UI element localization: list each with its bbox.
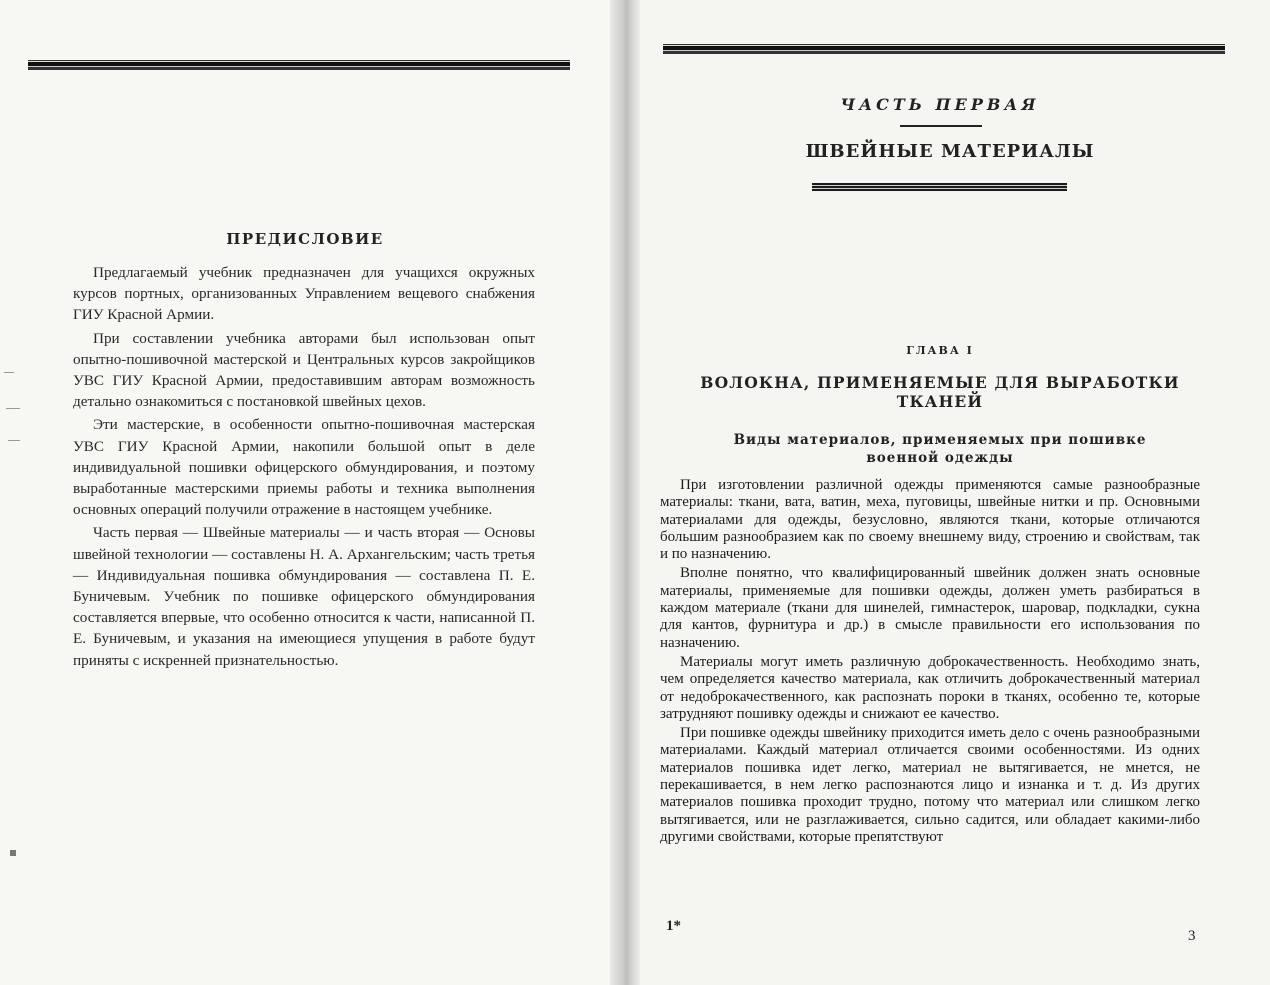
preface-text: [73, 262, 535, 671]
section-title-line-2: военной одежды: [866, 450, 1014, 466]
chapter-label: ГЛАВА I: [906, 344, 974, 357]
book-gutter: [610, 0, 640, 985]
chapter-title-line-2: ТКАНЕЙ: [896, 392, 984, 411]
part-bottom-rule: [812, 183, 1067, 191]
chapter-text: [660, 477, 1200, 846]
margin-mark: [6, 408, 20, 409]
preface-paragraph-4: Часть первая — Швейные материалы — и часть вторая — Основы швейной технологии — составлены Н. А. Архангельским; часть третья — Индивидуальная пошивка обмундирования — составлена П. Е. Буничевым. Учебник по пошивке офицерского обмундирования составляется впервые, что особенно относится к части, написанной П. Е. Буничевым, и указания на имеющиеся упущения в работе будут приняты с искренней признательностью.: [73, 524, 535, 669]
chapter-paragraph-2: Вполне понятно, что квалифицированный швейник должен знать основные материалы, применяемые для пошивки одежды, должен уметь разбираться в каждом материале (ткани для шинелей, гимнастерок, шаровар, подкладки, сукна для кантов, фурнитура и др.) в смысле правильности его использования по назначению.: [660, 565, 1200, 651]
right-top-rule: [663, 44, 1225, 54]
chapter-paragraph-3: Материалы могут иметь различную доброкачественность. Необходимо знать, чем определяется качество материала, как отличить доброкачественный материал от недоброкачественного, как распознать пороки в тканях, особенно те, которые затрудняют пошивку одежды и снижают ее качество.: [660, 653, 1200, 722]
margin-mark: [4, 372, 14, 373]
left-top-rule: [28, 60, 570, 70]
section-title-line-1: Виды материалов, применяемых при пошивке: [733, 432, 1147, 448]
chapter-paragraph-1: При изготовлении различной одежды применяются самые разнообразные материалы: ткани, вата, ватин, меха, пуговицы, швейные нитки и пр. Основными материалами для одежды, безусловно, являются ткани, которые отличаются большим разнообразием как по своему внешнему виду, строению и свойствам, так и по назначению.: [660, 477, 1200, 563]
chapter-paragraph-4: При пошивке одежды швейнику приходится иметь дело с очень разнообразными материалами. Каждый материал отличается своими особенностями. Из одних материалов пошивка идет легко, материал не вытягивается, не мнется, не перекашивается, в нем легко распознаются лицо и изнанка и т. д. Из других материалов пошивка проходит трудно, потому что материал или слишком легко вытягивается, или не разглаживается, сильно садится, или обладает какими-либо другими свойствами, которые препятствуют: [660, 725, 1200, 845]
part-label: ЧАСТЬ ПЕРВАЯ: [840, 95, 1040, 114]
chapter-title-line-1: ВОЛОКНА, ПРИМЕНЯЕМЫЕ ДЛЯ ВЫРАБОТКИ: [700, 373, 1180, 392]
preface-paragraph-1: Предлагаемый учебник предназначен для учащихся окружных курсов портных, организованных Управлением вещевого снабжения ГИУ Красной Армии.: [73, 264, 535, 324]
part-title: ШВЕЙНЫЕ МАТЕРИАЛЫ: [805, 141, 1095, 162]
signature-mark: 1*: [666, 918, 681, 934]
right-page-number: 3: [1188, 928, 1196, 944]
part-divider: [900, 125, 982, 127]
preface-heading: ПРЕДИСЛОВИЕ: [226, 230, 384, 248]
preface-paragraph-2: При составлении учебника авторами был использован опыт опытно-пошивочной мастерской и Центральных курсов закройщиков УВС ГИУ Красной Армии, предоставившим авторам возможность детально ознакомиться с постановкой швейных цехов.: [73, 329, 535, 411]
margin-mark: [8, 440, 20, 441]
preface-paragraph-3: Эти мастерские, в особенности опытно-пошивочная мастерская УВС ГИУ Красной Армии, накопили большой опыт в деле индивидуальной пошивки офицерского обмундирования, и поэтому выработанные мастерскими приемы работы и техника выполнения основных операций получили отражение в настоящем учебнике.: [73, 416, 535, 519]
margin-mark: [10, 850, 16, 856]
